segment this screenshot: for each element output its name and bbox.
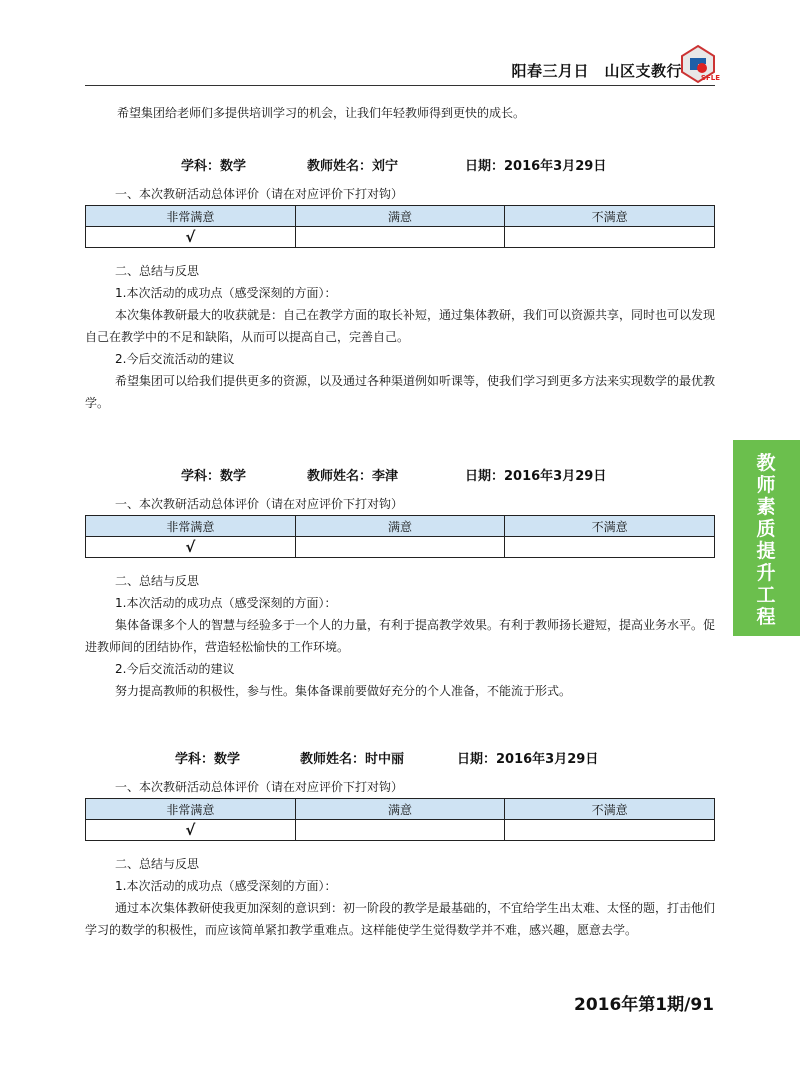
date-label: 日期：2016年3月29日: [457, 752, 599, 767]
evaluation-table: [85, 798, 715, 841]
page-footer: 2016年第1期/91: [573, 995, 714, 1015]
teacher-name: 教师姓名：李津: [307, 469, 399, 484]
answer-2: 希望集团可以给我们提供更多的资源，以及通过各种渠道例如听课等，使我们学习到更多方法来实现数学的最优教学。: [85, 374, 716, 410]
check-cell: [505, 227, 715, 248]
date-label: 日期：2016年3月29日: [465, 469, 607, 484]
logo-text: SFLE: [700, 74, 720, 82]
summary-title: 二、总结与反思: [115, 574, 200, 588]
col-satisfied: 满意: [295, 516, 505, 537]
side-tab: [733, 440, 800, 636]
answer-1: 本次集体教研最大的收获就是：自己在教学方面的取长补短，通过集体教研，我们可以资源共享，同时也可以发现自己在教学中的不足和缺陷，从而可以提高自己，完善自己。: [85, 308, 716, 344]
col-unsatisfied: 不满意: [505, 206, 715, 227]
check-cell: [505, 537, 715, 558]
check-cell: [295, 820, 505, 841]
evaluation-table: [85, 205, 715, 248]
header-rule: [85, 85, 715, 86]
check-cell: √: [86, 820, 296, 841]
col-very-satisfied: 非常满意: [86, 206, 296, 227]
check-cell: √: [86, 537, 296, 558]
check-cell: √: [86, 227, 296, 248]
teacher-section-2: [85, 465, 715, 702]
teacher-section-3: [85, 748, 715, 941]
summary-title: 二、总结与反思: [115, 264, 200, 278]
check-cell: [505, 820, 715, 841]
question-1: 1.本次活动的成功点（感受深刻的方面）：: [115, 596, 337, 610]
col-satisfied: 满意: [295, 206, 505, 227]
col-very-satisfied: 非常满意: [86, 516, 296, 537]
answer-2: 努力提高教师的积极性，参与性。集体备课前要做好充分的个人准备，不能流于形式。: [115, 684, 572, 698]
evaluation-table: [85, 515, 715, 558]
section-meta: [85, 748, 715, 770]
subject-label: 学科：数学: [175, 752, 241, 767]
answer-1: 通过本次集体教研使我更加深刻的意识到：初一阶段的教学是最基础的，不宜给学生出太难、太怪的题，打击他们学习的数学的积极性，而应该简单紧扣教学重难点。这样能使学生觉得数学并不难，感兴趣，愿意去学。: [85, 901, 716, 937]
summary-title: 二、总结与反思: [115, 857, 200, 871]
subject-label: 学科：数学: [181, 159, 247, 174]
side-tab-label: 教师素质提升工程: [756, 452, 776, 628]
intro-text: 希望集团给老师们多提供培训学习的机会，让我们年轻教师得到更快的成长。: [117, 106, 526, 120]
eval-title: 一、本次教研活动总体评价（请在对应评价下打对钩）: [115, 780, 404, 794]
eval-title: 一、本次教研活动总体评价（请在对应评价下打对钩）: [115, 187, 404, 201]
question-1: 1.本次活动的成功点（感受深刻的方面）：: [115, 286, 337, 300]
date-label: 日期：2016年3月29日: [465, 159, 607, 174]
check-cell: [295, 227, 505, 248]
answer-1: 集体备课多个人的智慧与经验多于一个人的力量，有利于提高教学效果。有利于教师扬长避短，提高业务水平。促进教师间的团结协作，营造轻松愉快的工作环境。: [85, 618, 716, 654]
subject-label: 学科：数学: [181, 469, 247, 484]
question-1: 1.本次活动的成功点（感受深刻的方面）：: [115, 879, 337, 893]
col-unsatisfied: 不满意: [505, 516, 715, 537]
teacher-name: 教师姓名：时中丽: [300, 752, 405, 767]
page-header: [0, 58, 800, 86]
teacher-name: 教师姓名：刘宁: [307, 159, 399, 174]
eval-title: 一、本次教研活动总体评价（请在对应评价下打对钩）: [115, 497, 404, 511]
question-2: 2.今后交流活动的建议: [115, 662, 235, 676]
check-cell: [295, 537, 505, 558]
question-2: 2.今后交流活动的建议: [115, 352, 235, 366]
col-satisfied: 满意: [295, 799, 505, 820]
section-meta: [85, 465, 715, 487]
teacher-section-1: [85, 155, 715, 414]
header-title: 阳春三月日 山区支教行: [511, 62, 682, 80]
col-very-satisfied: 非常满意: [86, 799, 296, 820]
col-unsatisfied: 不满意: [505, 799, 715, 820]
section-meta: [85, 155, 715, 177]
